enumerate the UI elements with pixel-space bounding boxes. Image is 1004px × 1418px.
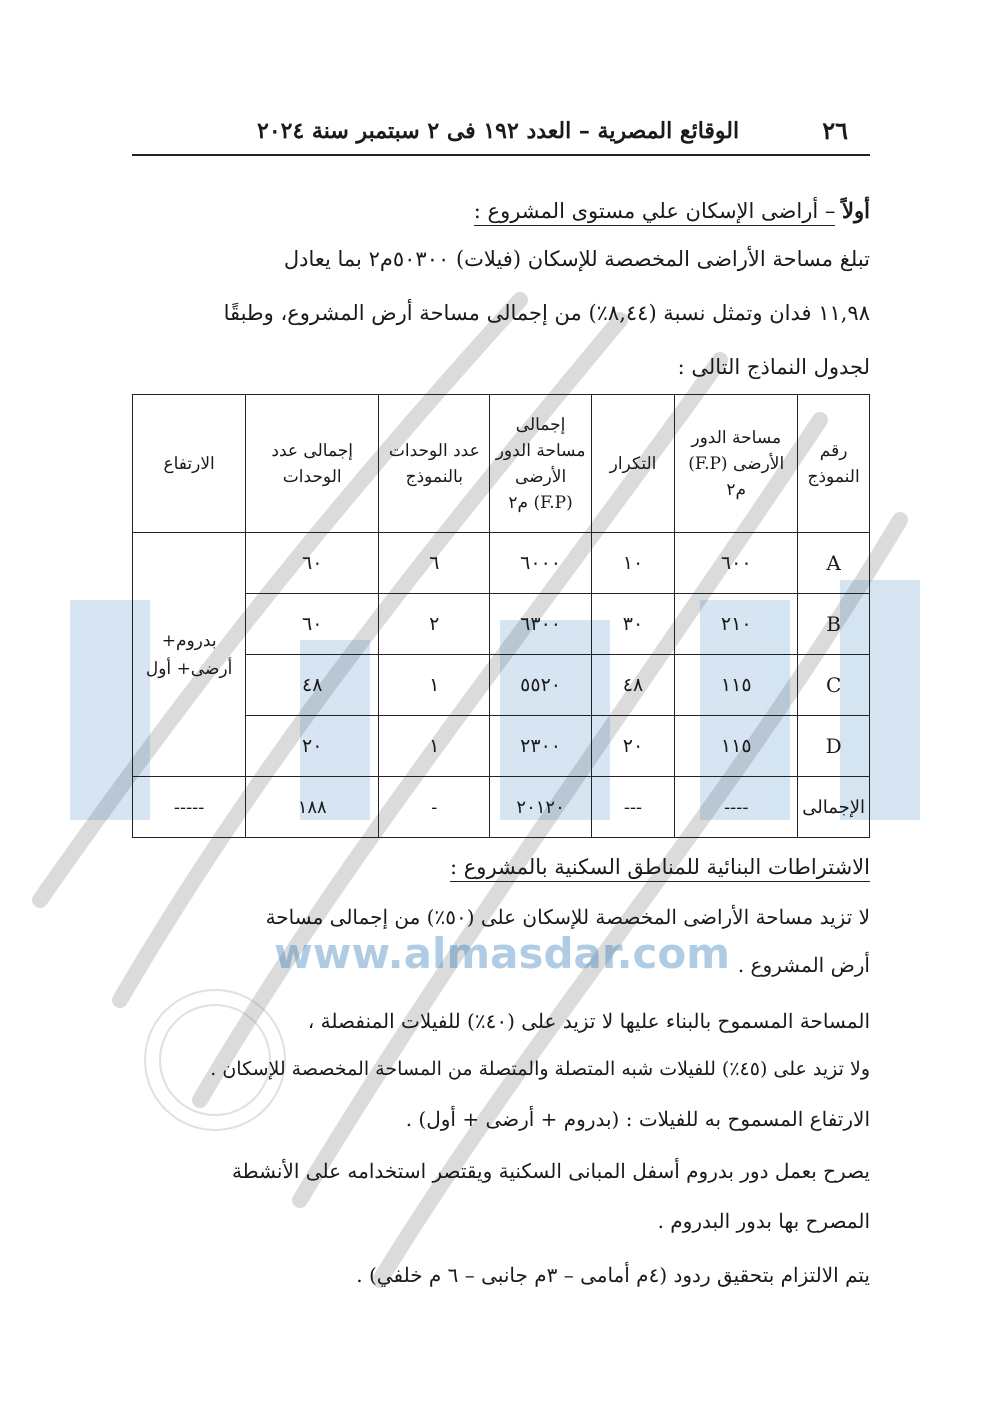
cell-model: B: [798, 594, 870, 655]
cell-repeat: ٢٠: [591, 716, 675, 777]
cell-total-units: ٦٠: [246, 594, 379, 655]
paragraph-line: لا تزيد مساحة الأراضى المخصصة للإسكان على (٥٠٪) من إجمالى مساحة: [265, 905, 870, 929]
cell-units-per-model: ١: [379, 655, 490, 716]
cell-total-units: ٢٠: [246, 716, 379, 777]
cell-total-height: -----: [133, 777, 246, 838]
table-row: [133, 533, 870, 594]
cell-total-floor-area: ٦٣٠٠: [490, 594, 591, 655]
housing-lands-paragraph: [132, 244, 870, 406]
paragraph-line: يتم الالتزام بتحقيق ردود (٤م أمامى – ٣م جانبى – ٦ م خلفي) .: [356, 1263, 870, 1287]
cell-floor-area: ١١٥: [675, 716, 798, 777]
col-header-repeat: التكرار: [591, 395, 675, 533]
paragraph-line: ١١,٩٨ فدان وتمثل نسبة (٨,٤٤٪) من إجمالى مساحة أرض المشروع، وطبقًا: [223, 301, 870, 325]
gazette-title: الوقائع المصرية – العدد ١٩٢ فى ٢ سبتمبر سنة ٢٠٢٤: [257, 118, 740, 144]
header-divider: [132, 154, 870, 156]
heading-text: – أراضى الإسكان علي مستوى المشروع :: [474, 199, 836, 226]
cell-total-total-floor-area: ٢٠١٢٠: [490, 777, 591, 838]
cell-total-repeat-dash: ---: [591, 777, 675, 838]
cell-height: بدروم+ أرضى+ أول: [133, 533, 246, 777]
col-header-total-units: إجمالى عدد الوحدات: [246, 395, 379, 533]
heading-lead: أولاً: [842, 198, 870, 223]
paragraph-line: يصرح بعمل دور بدروم أسفل المبانى السكنية ويقتصر استخدامه على الأنشطة: [231, 1159, 870, 1183]
paragraph-line: الارتفاع المسموح به للفيلات : (بدروم + أرضى + أول) .: [405, 1107, 870, 1131]
cell-floor-area: ٢١٠: [675, 594, 798, 655]
col-header-total-floor-area: إجمالى مساحة الدور الأرضى (F.P) م٢: [490, 395, 591, 533]
col-header-units-per-model: عدد الوحدات بالنموذج: [379, 395, 490, 533]
page-header: [132, 112, 870, 152]
cell-total-total-units: ١٨٨: [246, 777, 379, 838]
paragraph-line: تبلغ مساحة الأراضى المخصصة للإسكان (فيلات) ٥٠٣٠٠م٢ بما يعادل: [283, 247, 870, 271]
col-header-model: رقم النموذج: [798, 395, 870, 533]
col-header-floor-area: مساحة الدور الأرضى (F.P) م٢: [675, 395, 798, 533]
heading-text: الاشتراطات البنائية للمناطق السكنية بالمشروع :: [450, 855, 870, 882]
paragraph-line: أرض المشروع .: [737, 953, 870, 977]
cell-floor-area: ١١٥: [675, 655, 798, 716]
cell-floor-area: ٦٠٠: [675, 533, 798, 594]
paragraph-line: المساحة المسموح بالبناء عليها لا تزيد على (٤٠٪) للفيلات المنفصلة ،: [307, 1009, 870, 1033]
section-heading-housing-lands: [132, 196, 870, 226]
cell-total-units-per-model: -: [379, 777, 490, 838]
cell-total-units: ٤٨: [246, 655, 379, 716]
cell-model: A: [798, 533, 870, 594]
cell-model: D: [798, 716, 870, 777]
cell-units-per-model: ٦: [379, 533, 490, 594]
watermark-url: www.almasdar.com: [273, 929, 731, 978]
cell-units-per-model: ٢: [379, 594, 490, 655]
col-header-height: الارتفاع: [133, 395, 246, 533]
table-header-row: [133, 395, 870, 533]
cell-repeat: ١٠: [591, 533, 675, 594]
villa-models-table: [132, 394, 870, 838]
cell-repeat: ٤٨: [591, 655, 675, 716]
page-number: ٢٦: [822, 116, 848, 145]
cell-total-units: ٦٠: [246, 533, 379, 594]
cell-repeat: ٣٠: [591, 594, 675, 655]
paragraph-line: لجدول النماذج التالى :: [677, 355, 870, 379]
cell-model: C: [798, 655, 870, 716]
cell-total-floor-area: ٦٠٠٠: [490, 533, 591, 594]
cell-total-floor-area: ٢٣٠٠: [490, 716, 591, 777]
paragraph-line: المصرح بها بدور البدروم .: [657, 1209, 870, 1233]
section-heading-building-requirements: [132, 852, 870, 882]
cell-units-per-model: ١: [379, 716, 490, 777]
table-total-row: [133, 777, 870, 838]
cell-total-floor-area-dash: ----: [675, 777, 798, 838]
paragraph-line: ولا تزيد على (٤٥٪) للفيلات شبه المتصلة والمتصلة من المساحة المخصصة للإسكان .: [210, 1058, 870, 1080]
cell-total-floor-area: ٥٥٢٠: [490, 655, 591, 716]
cell-total-label: الإجمالى: [798, 777, 870, 838]
